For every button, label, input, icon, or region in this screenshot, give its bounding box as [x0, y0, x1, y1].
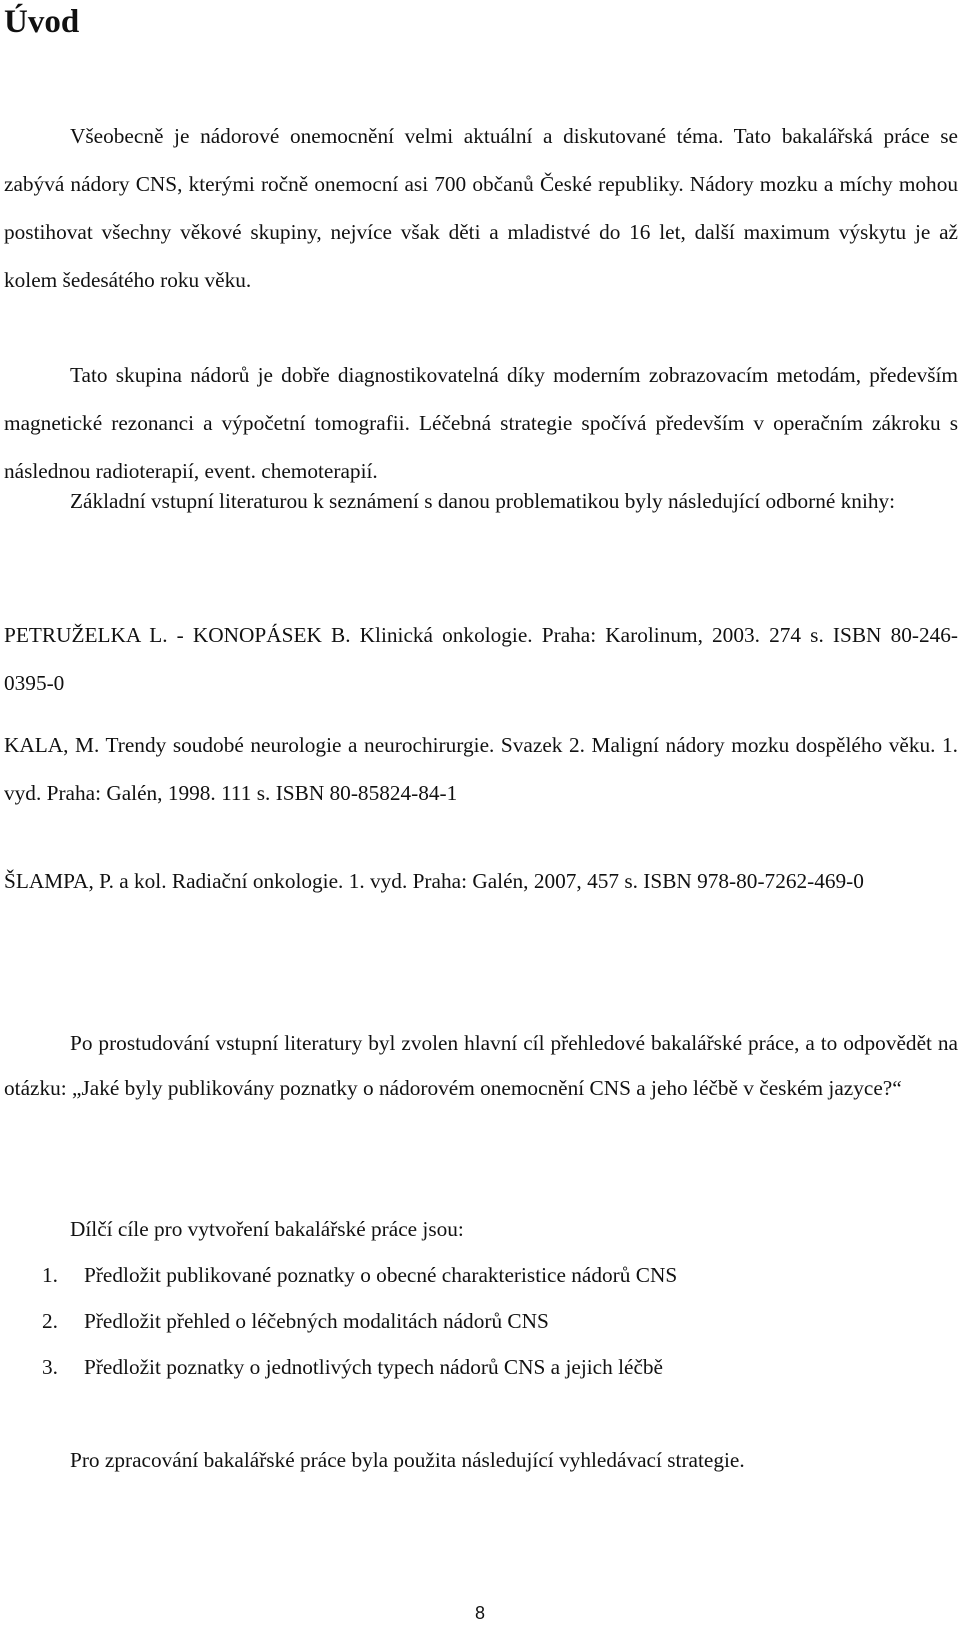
literature-intro-paragraph: Základní vstupní literaturou k seznámení s danou problematikou byly následující odborné knihy: — [70, 489, 896, 513]
reference-item: KALA, M. Trendy soudobé neurologie a neurochirurgie. Svazek 2. Maligní nádory mozku dospělého věku. 1. vyd. Praha: Galén, 1998. 111 s. ISBN 80-85824-84-1 — [4, 733, 958, 805]
list-text: Předložit poznatky o jednotlivých typech nádorů CNS a jejich léčbě — [84, 1355, 663, 1379]
main-goal-paragraph: Po prostudování vstupní literatury byl zvolen hlavní cíl přehledové bakalářské práce, a to odpovědět na otázku: „Jaké byly publikovány poznatky o nádorovém onemocnění CNS a jeho léčbě v českém jazyce?“ — [4, 1031, 958, 1100]
page-number: 8 — [474, 1603, 485, 1623]
intro-paragraph: Všeobecně je nádorové onemocnění velmi aktuální a diskutované téma. Tato bakalářská práce se zabývá nádory CNS, kterými ročně onemocní asi 700 občanů České republiky. Nádory mozku a míchy mohou postihovat všechny věkové skupiny, nejvíce však děti a mladistvé do 16 let, další maximum výskytu je až kolem šedesátého roku věku. — [4, 124, 958, 292]
section-heading: Úvod — [4, 4, 80, 40]
reference-item: ŠLAMPA, P. a kol. Radiační onkologie. 1. vyd. Praha: Galén, 2007, 457 s. ISBN 978-80-7262-469-0 — [4, 869, 864, 893]
list-item — [0, 1298, 677, 1344]
list-item — [0, 1252, 677, 1298]
list-item — [0, 1344, 677, 1390]
sub-goals-intro: Dílčí cíle pro vytvoření bakalářské práce jsou: — [70, 1217, 464, 1241]
list-text: Předložit přehled o léčebných modalitách nádorů CNS — [84, 1309, 549, 1333]
list-number: 2. — [42, 1309, 58, 1333]
list-number: 3. — [42, 1355, 58, 1379]
sub-goals-list — [0, 1252, 677, 1390]
search-strategy-paragraph: Pro zpracování bakalářské práce byla použita následující vyhledávací strategie. — [70, 1448, 745, 1472]
reference-item: PETRUŽELKA L. - KONOPÁSEK B. Klinická onkologie. Praha: Karolinum, 2003. 274 s. ISBN 80-246-0395-0 — [4, 623, 958, 695]
list-text: Předložit publikované poznatky o obecné charakteristice nádorů CNS — [84, 1263, 678, 1287]
diagnostics-paragraph: Tato skupina nádorů je dobře diagnostikovatelná díky moderním zobrazovacím metodám, především magnetické rezonanci a výpočetní tomografii. Léčebná strategie spočívá především v operačním zákroku s následnou radioterapií, event. chemoterapií. — [4, 363, 958, 483]
list-number: 1. — [42, 1263, 58, 1287]
